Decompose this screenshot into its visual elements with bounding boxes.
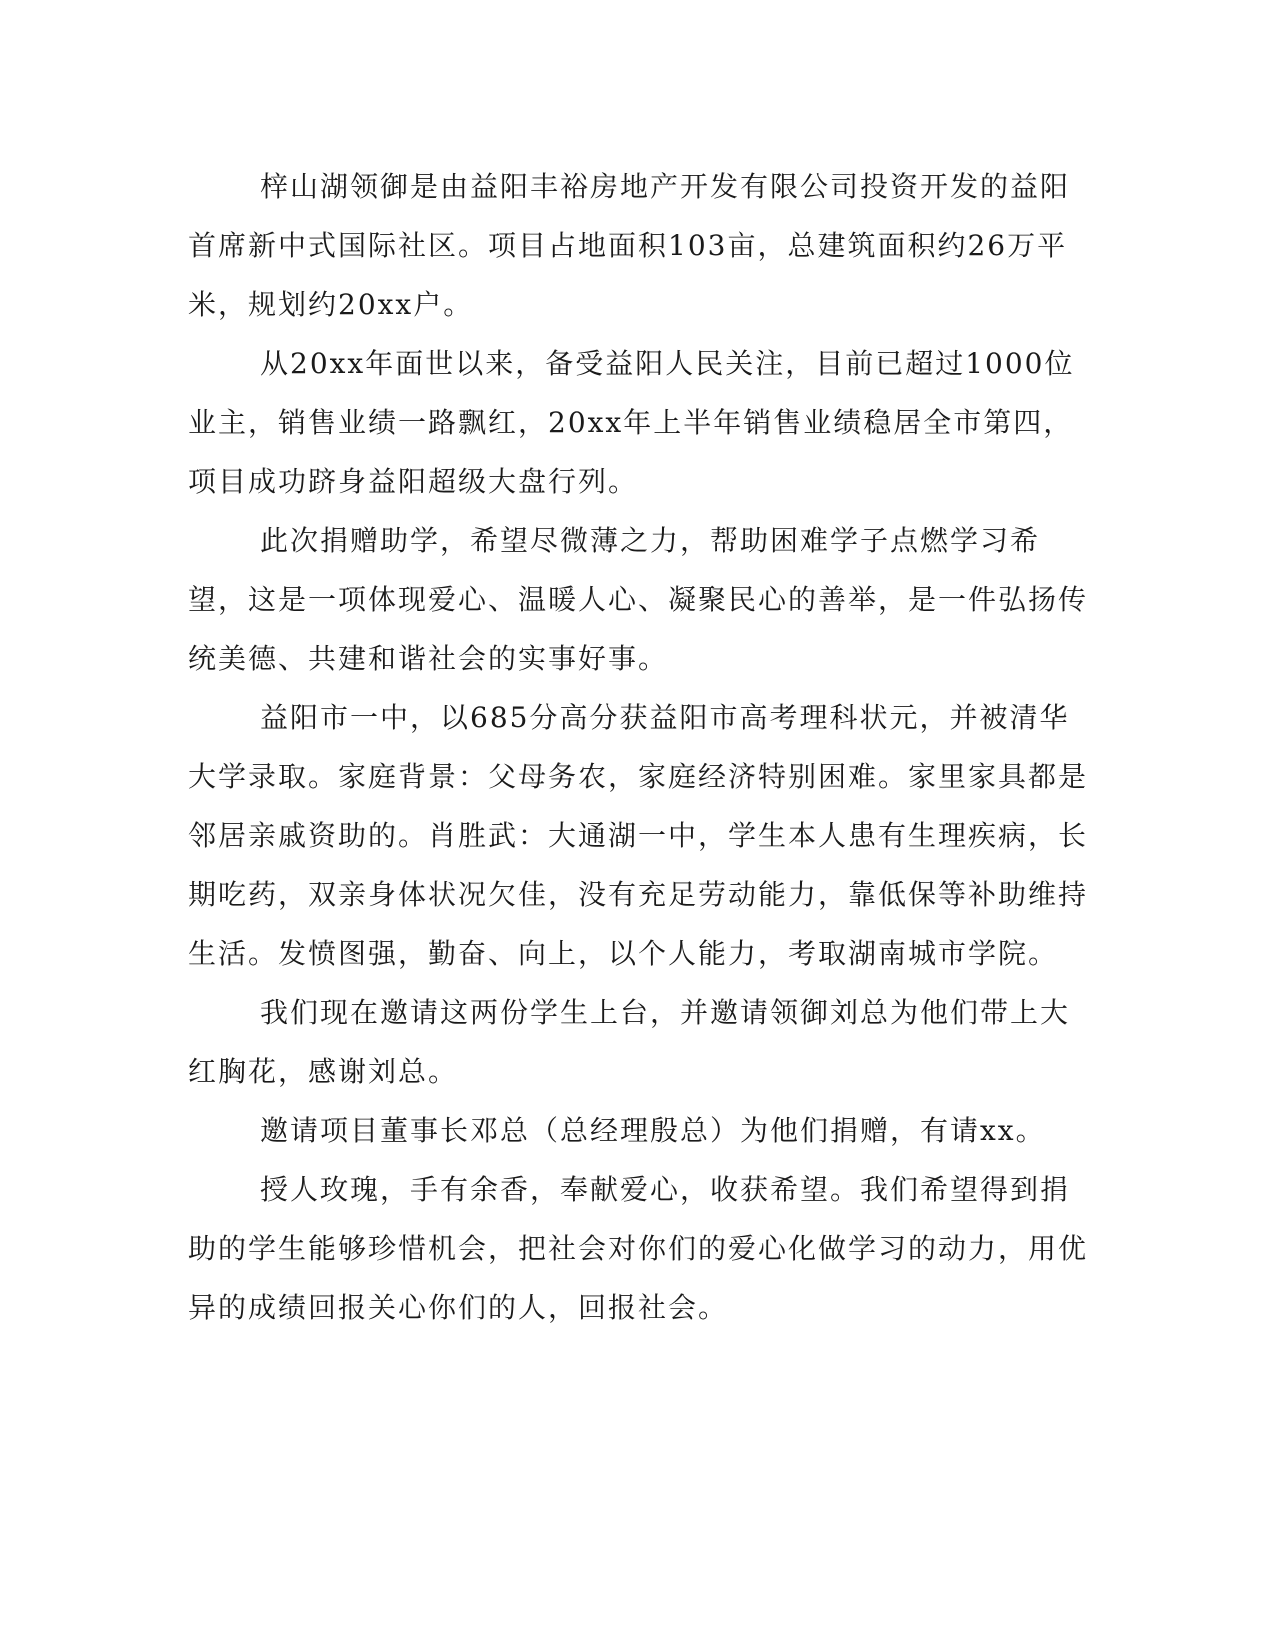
paragraph-invite-chairman: 邀请项目董事长邓总（总经理殷总）为他们捐赠，有请xx。 <box>260 1114 1046 1147</box>
paragraph-donation-purpose: 此次捐赠助学，希望尽微薄之力，帮助困难学子点燃学习希望，这是一项体现爱心、温暖人心、凝聚民心的善举，是一件弘扬传统美德、共建和谐社会的实事好事。 <box>188 524 1089 675</box>
paragraph-invite-students: 我们现在邀请这两份学生上台，并邀请领御刘总为他们带上大红胸花，感谢刘总。 <box>188 996 1071 1088</box>
paragraph-student-backgrounds: 益阳市一中，以685分高分获益阳市高考理科状元，并被清华大学录取。家庭背景：父母务农，家庭经济特别困难。家里家具都是邻居亲戚资助的。肖胜武：大通湖一中，学生本人患有生理疾病，长期吃药，双亲身体状况欠佳，没有充足劳动能力，靠低保等补助维持生活。发愤图强，勤奋、向上，以个人能力，考取湖南城市学院。 <box>188 701 1089 970</box>
paragraph-project-intro: 梓山湖领御是由益阳丰裕房地产开发有限公司投资开发的益阳首席新中式国际社区。项目占地面积103亩，总建筑面积约26万平米，规划约20xx户。 <box>188 170 1071 321</box>
document-body <box>188 157 1088 1337</box>
paragraph-closing: 授人玫瑰，手有余香，奉献爱心，收获希望。我们希望得到捐助的学生能够珍惜机会，把社会对你们的爱心化做学习的动力，用优异的成绩回报关心你们的人，回报社会。 <box>188 1173 1089 1324</box>
paragraph-sales-history: 从20xx年面世以来，备受益阳人民关注，目前已超过1000位业主，销售业绩一路飘红，20xx年上半年销售业绩稳居全市第四，项目成功跻身益阳超级大盘行列。 <box>188 347 1075 498</box>
